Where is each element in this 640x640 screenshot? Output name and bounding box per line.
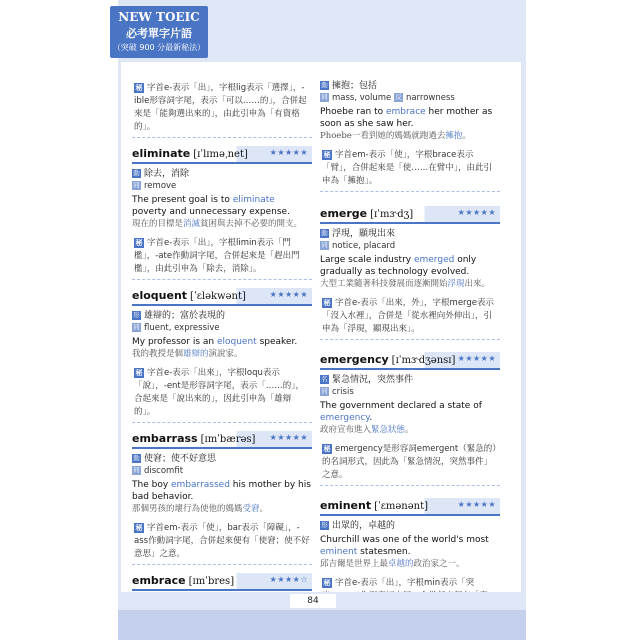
right-column [320,80,500,614]
entry-header [132,573,312,591]
example-chinese: 政府宣布進入緊急狀態。 [320,425,414,435]
pos-icon: 動 [321,81,328,89]
entry-embarrass [132,431,312,565]
entry-header [320,206,500,224]
root-tag-icon: 秘 [135,368,143,377]
root-note-text: 字首e-表示「出」，字根lig表示「選擇」，-ible形容詞字尾，表示「可以……的」，合併起來是「能夠選出來的」，由此引申為「有資格的」。 [134,83,307,132]
headword: eloquent [ˈɛləkwənt] [132,289,246,302]
definition: 名 緊急情況，突然事件 [321,375,414,385]
title-line-1: NEW TOEIC [118,10,200,24]
definition: 動 浮現，顯現出來 [321,229,396,239]
phonetic: [ɪmˈbærəs] [200,434,256,445]
example-english: Churchill was one of the world's most eminent statesmen. [320,535,489,557]
root-note: 秘 字首e-表示「出」，字根limin表示「門檻」，-ate作動詞字尾，合併起來是「趕出門檻」，由此引申為「除去，消除」。 [132,235,312,280]
example-chinese: Phoebe一看到她的媽媽就跑過去擁抱。 [320,131,471,141]
entry-header [132,431,312,449]
example-chinese: 我的教授是個雄辯的演說家。 [132,349,243,359]
page-number: 84 [290,594,336,608]
footer-ribbon [118,610,526,640]
pos-icon: 形 [133,311,140,319]
root-tag-icon: 秘 [323,150,331,159]
entry-embrace-continued [320,80,500,192]
example-english: The present goal is to eliminate poverty and unnecessary expense. [132,195,290,217]
root-note: 秘 字首em-表示「使」，字根brace表示「臂」，合併起來是「使……在臂中」，由此引申為「擁抱」。 [320,147,500,192]
entry-header [320,498,500,516]
example-chinese: 邱吉爾是世界上最卓越的政治家之一。 [320,559,465,569]
star-rating: ★★★★☆ [269,575,308,584]
definition: 動 除去，消除 [133,169,190,179]
star-rating: ★★★★★ [269,148,308,157]
phonetic: [ɪmˈbres] [188,576,235,587]
synonyms: 同 fluent, expressive [133,323,220,333]
definition: 形 雄辯的；富於表現的 [133,311,226,321]
left-column [132,80,312,599]
synonyms: 同 remove [133,181,177,191]
headword: embarrass [ɪmˈbærəs] [132,432,256,445]
synonym-icon: 同 [133,181,140,189]
pos-icon: 動 [133,454,140,462]
entry-eloquent [132,288,312,423]
definition: 動 使窘；使不好意思 [133,454,217,464]
entry-eliminate [132,146,312,280]
star-rating: ★★★★★ [457,500,496,509]
example-chinese: 大型工業隨著科技發展而逐漸開始浮現出來。 [320,279,491,289]
headword: emerge [ɪˈmɝdʒ] [320,207,414,220]
example-english: The government declared a state of emergency. [320,401,482,423]
pos-icon: 名 [321,375,328,383]
synonyms: 同 discomfit [133,466,184,476]
headword: eminent [ˈɛmənənt] [320,499,429,512]
phonetic: [ɪˈmɝdʒ] [370,209,414,220]
root-note: 秘 字首em-表示「使」，bar表示「障礙」，-ass作動詞字尾，合併起來便有「使窘；使不好意思」之意。 [132,520,312,565]
root-tag-icon: 秘 [323,578,331,587]
root-tag-icon: 秘 [323,444,331,453]
phonetic: [ɪˈlɪməˌnet] [193,149,248,160]
star-rating: ★★★★★ [457,354,496,363]
title-line-3: （突破 900 分最新秘法） [112,43,206,52]
headword: emergency [ɪˈmɝdʒənsɪ] [320,353,456,366]
headword: embrace [ɪmˈbres] [132,574,235,587]
root-note: 秘 字首e-表示「出來，外」，字根merge表示「沒入水裡」，合併是「從水裡向外伸出」，引申為「浮現，顯現出來」。 [320,295,500,340]
pos-icon: 動 [133,169,140,177]
root-tag-icon: 秘 [135,238,143,247]
root-note: 秘 字首e-表示「出」，字根min表示「突 [323,578,475,588]
antonym-icon: 反 [395,93,402,101]
synonyms: 同 notice, placard [321,241,396,251]
title-line-2: 必考單字片語 [126,27,192,40]
entry-header [132,146,312,164]
root-note [132,80,312,138]
example-chinese: 那個男孩的壞行為使他的媽媽受窘。 [132,504,269,514]
star-rating: ★★★★★ [269,290,308,299]
synonym-icon: 同 [133,466,140,474]
root-note: 秘 字首e-表示「出來」，字根loqu表示「說」，-ent是形容詞字尾，表示「……的」，合起來是「說出來的」，因此引申為「雄辯的」。 [132,365,312,423]
phonetic: [ˈɛmənənt] [374,501,429,512]
headword: eliminate [ɪˈlɪməˌnet] [132,147,248,160]
entry-emergency [320,352,500,486]
entry-embrace [132,573,312,591]
entry-emerge [320,206,500,340]
example-english: Large scale industry emerged only gradually as technology evolved. [320,255,477,277]
example-english: My professor is an eloquent speaker. [132,337,298,347]
synonym-icon: 同 [321,93,328,101]
star-rating: ★★★★★ [457,208,496,217]
phonetic: [ˈɛləkwənt] [190,291,246,302]
synonym-icon: 同 [133,323,140,331]
entry-header [320,352,500,370]
synonym-icon: 同 [321,387,328,395]
phonetic: [ɪˈmɝdʒənsɪ] [391,355,456,366]
definition: 形 出眾的，卓越的 [321,521,396,531]
synonym-icon: 同 [321,241,328,249]
root-tag-icon: 秘 [135,523,143,532]
book-title-badge [110,6,208,58]
example-chinese: 現在的目標是消滅貧困與去掉不必要的開支。 [132,219,303,229]
root-note: 秘 emergency是形容詞emergent（緊急的）的名詞形式，因此為「緊急情況，突然事件」之意。 [320,441,500,486]
synonyms: 同 crisis [321,387,354,397]
pos-icon: 動 [321,229,328,237]
root-tag-icon: 秘 [135,83,143,92]
root-tag-icon: 秘 [323,298,331,307]
entry-header [132,288,312,306]
definition: 動 擁抱；包括 [321,81,378,91]
synonyms: 同 mass, volume 反 narrowness [321,93,455,103]
example-english: Phoebe ran to embrace her mother as soon as she saw her. [320,107,493,129]
entry-eminent [320,498,500,606]
pos-icon: 形 [321,521,328,529]
example-english: The boy embarrassed his mother by his bad behavior. [132,480,311,502]
star-rating: ★★★★★ [269,433,308,442]
